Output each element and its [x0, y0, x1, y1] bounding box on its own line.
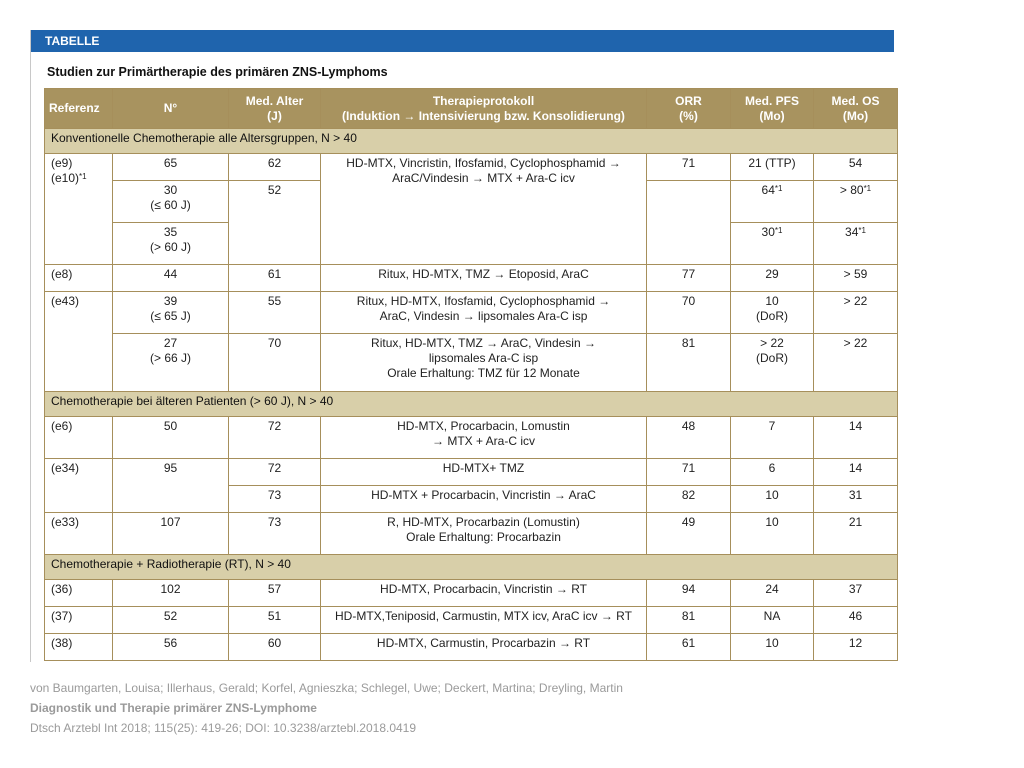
cell-age: 55 [229, 292, 321, 334]
cell-os: > 59 [814, 265, 898, 292]
cell-n: 44 [113, 265, 229, 292]
cell-n: 30 (≤ 60 J) [113, 181, 229, 223]
cell-os: 12 [814, 634, 898, 661]
cell-orr: 82 [647, 486, 731, 513]
table-banner: TABELLE [31, 30, 894, 52]
cell-age: 60 [229, 634, 321, 661]
table-row [45, 154, 898, 181]
cell-pfs: 10 [731, 486, 814, 513]
section-label: Konventionelle Chemotherapie alle Altersgruppen, N > 40 [45, 129, 898, 154]
section-row-radiotherapy [45, 555, 898, 580]
header-n: N° [113, 89, 229, 129]
cell-pfs: 21 (TTP) [731, 154, 814, 181]
table-row [45, 292, 898, 334]
footer-citation: Dtsch Arztebl Int 2018; 115(25): 419-26; DOI: 10.3238/arztebl.2018.0419 [30, 721, 417, 735]
cell-pfs: 30$^{*1}$ [731, 223, 814, 265]
cell-protocol: Ritux, HD-MTX, TMZ → AraC, Vindesin → lipsomales Ara-C isp Orale Erhaltung: TMZ für 12 Monate [321, 334, 647, 392]
cell-orr: 81 [647, 334, 731, 392]
header-med-os: Med. OS (Mo) [814, 89, 898, 129]
cell-orr: 71 [647, 154, 731, 181]
cell-pfs: 10 [731, 513, 814, 555]
cell-n: 35 (> 60 J) [113, 223, 229, 265]
cell-os: 14 [814, 459, 898, 486]
cell-pfs: > 22 (DoR) [731, 334, 814, 392]
cell-os: 14 [814, 417, 898, 459]
cell-protocol: HD-MTX+ TMZ [321, 459, 647, 486]
table-title: Studien zur Primärtherapie des primären ZNS-Lymphoms [47, 65, 388, 79]
cell-age: 70 [229, 334, 321, 392]
table-panel [30, 30, 894, 662]
citation-footer [30, 678, 623, 738]
cell-ref: (38) [45, 634, 113, 661]
cell-n: 39 (≤ 65 J) [113, 292, 229, 334]
cell-n: 52 [113, 607, 229, 634]
cell-pfs: 29 [731, 265, 814, 292]
cell-protocol: R, HD-MTX, Procarbazin (Lomustin) Orale Erhaltung: Procarbazin [321, 513, 647, 555]
cell-ref: (37) [45, 607, 113, 634]
footnote-marker: *1 [79, 172, 87, 181]
cell-orr: 77 [647, 265, 731, 292]
cell-pfs: NA [731, 607, 814, 634]
cell-ref: (e8) [45, 265, 113, 292]
table-header [45, 89, 898, 129]
cell-os: 46 [814, 607, 898, 634]
cell-orr: 94 [647, 580, 731, 607]
cell-orr: 70 [647, 292, 731, 334]
header-med-alter: Med. Alter (J) [229, 89, 321, 129]
section-label: Chemotherapie + Radiotherapie (RT), N > 40 [45, 555, 898, 580]
cell-protocol: HD-MTX,Teniposid, Carmustin, MTX icv, AraC icv → RT [321, 607, 647, 634]
cell-pfs: 24 [731, 580, 814, 607]
section-label: Chemotherapie bei älteren Patienten (> 60 J), N > 40 [45, 392, 898, 417]
cell-os: 31 [814, 486, 898, 513]
table-row [45, 459, 898, 486]
cell-orr: 49 [647, 513, 731, 555]
cell-ref: (e9) $(e10)^{*1}$ [45, 154, 113, 265]
cell-orr [647, 181, 731, 265]
header-med-pfs: Med. PFS (Mo) [731, 89, 814, 129]
cell-protocol: HD-MTX, Procarbacin, Vincristin → RT [321, 580, 647, 607]
cell-os: 54 [814, 154, 898, 181]
cell-age: 61 [229, 265, 321, 292]
cell-orr: 81 [647, 607, 731, 634]
cell-orr: 61 [647, 634, 731, 661]
cell-os: 21 [814, 513, 898, 555]
cell-age: 73 [229, 513, 321, 555]
cell-os: 37 [814, 580, 898, 607]
cell-n: 50 [113, 417, 229, 459]
cell-n: 27 (> 66 J) [113, 334, 229, 392]
table-row [45, 580, 898, 607]
cell-protocol: HD-MTX, Vincristin, Ifosfamid, Cyclophosphamid → AraC/Vindesin → MTX + Ara-C icv [321, 154, 647, 265]
cell-age: 51 [229, 607, 321, 634]
header-therapieprotokoll: Therapieprotokoll (Induktion → Intensivierung bzw. Konsolidierung) [321, 89, 647, 129]
footer-article-title: Diagnostik und Therapie primärer ZNS-Lymphome [30, 701, 317, 715]
cell-age: 72 [229, 459, 321, 486]
table-row [45, 334, 898, 392]
cell-n: 95 [113, 459, 229, 513]
cell-os: > $80^{*1}$ [814, 181, 898, 223]
cell-pfs: 10 [731, 634, 814, 661]
cell-ref: (e34) [45, 459, 113, 513]
studies-table [44, 88, 898, 661]
cell-orr: 71 [647, 459, 731, 486]
cell-os: > 22 [814, 292, 898, 334]
cell-age: 72 [229, 417, 321, 459]
cell-os: > 22 [814, 334, 898, 392]
table-row [45, 607, 898, 634]
cell-pfs: 10 (DoR) [731, 292, 814, 334]
cell-ref: (e6) [45, 417, 113, 459]
cell-n: 56 [113, 634, 229, 661]
cell-protocol: HD-MTX, Carmustin, Procarbazin → RT [321, 634, 647, 661]
section-row-elderly [45, 392, 898, 417]
cell-pfs: 64$^{*1}$ [731, 181, 814, 223]
cell-age: 57 [229, 580, 321, 607]
cell-protocol: HD-MTX + Procarbacin, Vincristin → AraC [321, 486, 647, 513]
cell-pfs: 7 [731, 417, 814, 459]
cell-n: 102 [113, 580, 229, 607]
cell-os: 34$^{*1}$ [814, 223, 898, 265]
cell-age: 73 [229, 486, 321, 513]
cell-orr: 48 [647, 417, 731, 459]
cell-n: 107 [113, 513, 229, 555]
cell-age: 62 [229, 154, 321, 181]
cell-pfs: 6 [731, 459, 814, 486]
table-row [45, 265, 898, 292]
cell-ref: (36) [45, 580, 113, 607]
table-row [45, 513, 898, 555]
cell-ref: (e43) [45, 292, 113, 392]
cell-protocol: HD-MTX, Procarbacin, Lomustin → MTX + Ara-C icv [321, 417, 647, 459]
cell-n: 65 [113, 154, 229, 181]
header-orr: ORR (%) [647, 89, 731, 129]
section-row-conventional [45, 129, 898, 154]
table-row [45, 634, 898, 661]
cell-age: 52 [229, 181, 321, 265]
footer-authors: von Baumgarten, Louisa; Illerhaus, Gerald; Korfel, Agnieszka; Schlegel, Uwe; Deckert, Martina; Dreyling, Martin [30, 681, 623, 695]
table-row [45, 417, 898, 459]
cell-ref: (e33) [45, 513, 113, 555]
header-referenz: Referenz [45, 89, 113, 129]
cell-protocol: Ritux, HD-MTX, TMZ → Etoposid, AraC [321, 265, 647, 292]
cell-protocol: Ritux, HD-MTX, Ifosfamid, Cyclophosphamid → AraC, Vindesin → lipsomales Ara-C isp [321, 292, 647, 334]
